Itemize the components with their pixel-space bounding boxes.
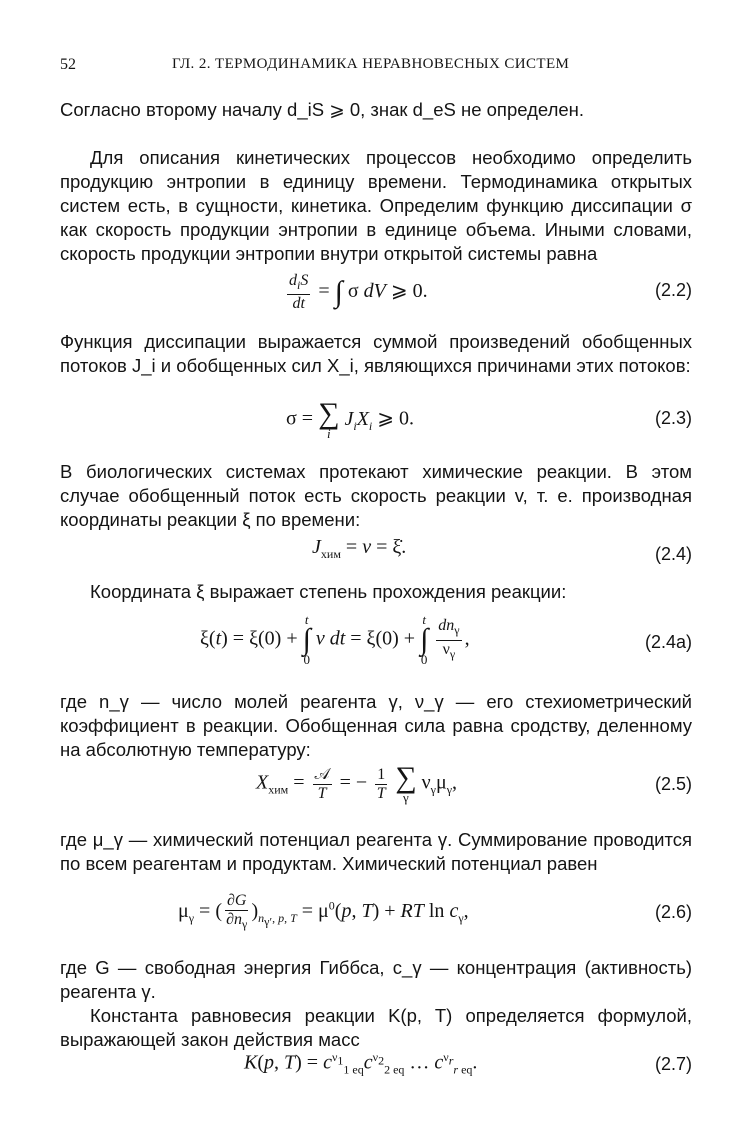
equation-2-2-number: (2.2): [654, 280, 692, 300]
page-number: 52: [60, 56, 76, 73]
equation-2-4a-body: ξ(t) = ξ(0) + t ∫ 0 v dt = ξ(0) + t ∫ 0 $\frac{dn_\gamma}{\nu_\gamma}$ ,: [200, 612, 470, 667]
paragraph-1: Согласно второму началу d_iS ⩾ 0, знак d_eS не определен.: [60, 99, 585, 120]
running-title: ГЛ. 2. ТЕРМОДИНАМИКА НЕРАВНОВЕСНЫХ СИСТЕМ: [172, 56, 570, 72]
equation-2-6: [60, 890, 692, 946]
equation-2-5-number: (2.5): [654, 774, 692, 794]
equation-2-3-body: σ = ∑ i $J_iX_i$ ⩾ 0.: [286, 397, 415, 441]
equation-2-4: [60, 536, 692, 576]
book-page: [60, 0, 692, 1132]
equation-2-4a: [60, 612, 692, 676]
equation-2-3: [60, 397, 692, 441]
paragraph-5: Координата ξ выражает степень прохождения реакции:: [90, 581, 567, 602]
running-header: [60, 56, 692, 78]
equation-2-7: [60, 1048, 692, 1090]
paragraph-6: где n_γ — число молей реагента γ, ν_γ — его стехиометрический коэффициент в реакции. Обобщенная сила равна сродству, деленному на абсолютную температуру:: [60, 691, 692, 760]
equation-2-3-number: (2.3): [654, 408, 692, 428]
paragraph-2: Для описания кинетических процессов необходимо определить продукцию энтропии в единицу времени. Термодинамика открытых систем есть, в сущности, кинетика. Определим функцию диссипации σ как скорость продукции энтропии в единице объема. Иными словами, скорость продукции энтропии внутри открытой системы равна: [60, 147, 692, 264]
equation-2-7-number: (2.7): [654, 1054, 692, 1074]
paragraph-3: Функция диссипации выражается суммой произведений обобщенных потоков J_i и обобщенных сил X_i, являющихся причинами этих потоков:: [60, 331, 692, 376]
equation-2-7-body: K(p, $T) = c^{\nu_1}_{1 eq}c^{\nu_2}_{2 eq}$ … $c^{\nu_r}_{r eq}$.: [244, 1050, 478, 1077]
equation-2-2-body: $\frac{d_iS}{dt}$ = ∫ σ dV ⩾ 0.: [289, 272, 428, 313]
equation-2-6-body: $\mu_\gamma$ = ( $\frac{\partial G}{\partial n_\gamma}$ )$_{n_{\gamma'}, p, T} = \mu^0(p$, T) + RT $\ln c_\gamma$,: [178, 892, 469, 932]
equation-2-4-number: (2.4): [654, 544, 692, 564]
equation-2-6-number: (2.6): [654, 902, 692, 922]
equation-2-4a-number: (2.4a): [644, 632, 692, 652]
paragraph-7: где μ_γ — химический потенциал реагента γ. Суммирование проводится по всем реагентам и продуктам. Химический потенциал равен: [60, 829, 692, 874]
paragraph-4: В биологических системах протекают химические реакции. В этом случае обобщенный поток есть скорость реакции v, т. е. производная координаты реакции ξ по времени:: [60, 461, 692, 530]
equation-2-5: [60, 762, 692, 818]
paragraph-8: где G — свободная энергия Гиббса, c_γ — концентрация (активность) реагента γ.: [60, 957, 692, 1002]
equation-2-4-body: $J_{хим} = v$ = ξ̇.: [312, 536, 407, 561]
equation-2-2: [60, 272, 692, 312]
equation-2-5-body: $X_{хим}$ = $\frac{\text{𝒜}}{T}$ = − $\frac{1}{T}$ ∑ γ $\nu_\gamma\mu_\gamma$,: [256, 761, 458, 805]
paragraph-9: Константа равновесия реакции K(p, T) определяется формулой, выражающей закон действия масс: [60, 1005, 692, 1050]
